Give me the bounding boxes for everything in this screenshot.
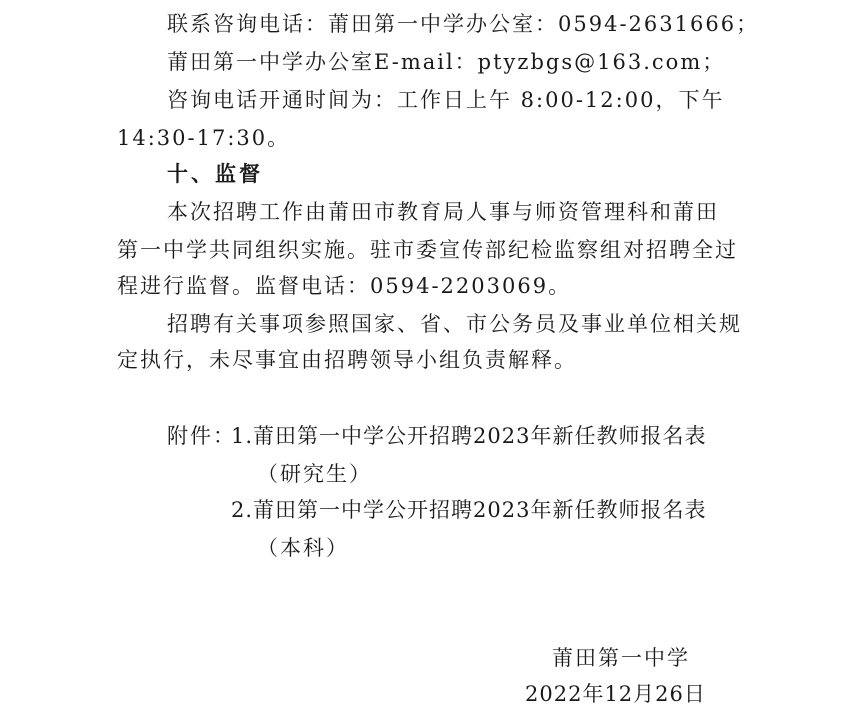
contact-hours-line-2: 14:30-17:30。 — [117, 126, 291, 150]
supervision-para1-line3: 程进行监督。监督电话：0594-2203069。 — [117, 274, 572, 298]
attachment-item-1-line1: 1.莆田第一中学公开招聘2023年新任教师报名表 — [231, 424, 707, 448]
supervision-para1-line2: 第一中学共同组织实施。驻市委宣传部纪检监察组对招聘全过 — [117, 238, 738, 262]
supervision-para2-line1: 招聘有关事项参照国家、省、市公务员及事业单位相关规 — [167, 312, 742, 336]
supervision-para2-line2: 定执行，未尽事宜由招聘领导小组负责解释。 — [117, 348, 577, 372]
contact-email-line: 莆田第一中学办公室E-mail：ptyzbgs@163.com； — [167, 50, 726, 74]
signature-organization: 莆田第一中学 — [552, 646, 690, 670]
signature-date: 2022年12月26日 — [525, 682, 706, 706]
section-heading-supervision: 十、监督 — [167, 162, 263, 186]
contact-phone-line: 联系咨询电话：莆田第一中学办公室：0594-2631666； — [167, 12, 760, 36]
attachment-item-2-line2: （本科） — [257, 536, 349, 560]
attachment-item-2-line1: 2.莆田第一中学公开招聘2023年新任教师报名表 — [231, 498, 707, 522]
contact-hours-line-1: 咨询电话开通时间为：工作日上午 8:00-12:00，下午 — [167, 88, 725, 112]
supervision-para1-line1: 本次招聘工作由莆田市教育局人事与师资管理科和莆田 — [167, 200, 719, 224]
attachment-item-1-line2: （研究生） — [257, 462, 372, 486]
attachments-prefix: 附件： — [167, 424, 236, 448]
